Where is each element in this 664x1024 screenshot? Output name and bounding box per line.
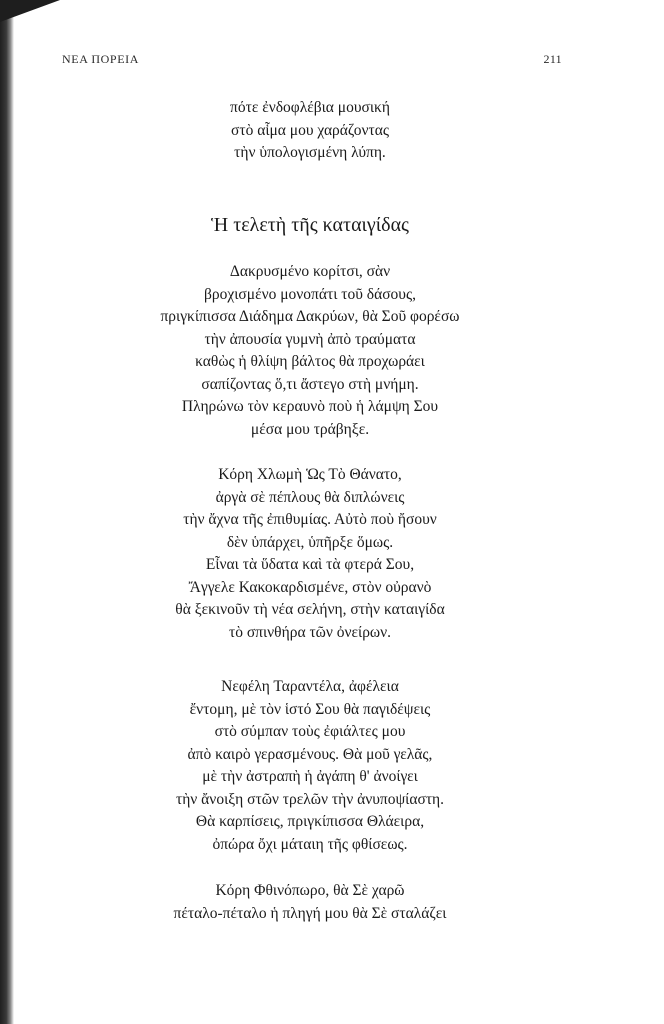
verse-line: ἀπὸ καιρὸ γερασμένους. Θὰ μοῦ γελᾶς, [187, 745, 433, 763]
verse-line: μὲ τὴν ἀστραπὴ ἡ ἀγάπη θ' ἀνοίγει [202, 768, 418, 785]
stanza-2 [100, 464, 520, 644]
verse-line: τὸ σπινθήρα τῶν ὀνείρων. [228, 623, 392, 641]
running-head [62, 52, 562, 68]
verse-line: Θὰ καρπίσεις, πριγκίπισσα Θλάειρα, [195, 813, 425, 830]
page-corner-shadow [0, 0, 60, 22]
verse-line: Δακρυσμένο κορίτσι, σὰν [229, 263, 391, 280]
opening-lines [100, 97, 520, 165]
verse-line: πριγκίπισσα Διάδημα Δακρύων, θὰ Σοῦ φορέσω [160, 308, 460, 325]
verse-line: καθὼς ἡ θλίψη βάλτος θὰ προχωράει [195, 353, 425, 370]
stanza-3 [100, 676, 520, 856]
verse-line: τὴν ἄχνα τῆς ἐπιθυμίας. Αὐτὸ ποὺ ἤσουν [183, 511, 437, 528]
verse-line: βροχισμένο μονοπάτι τοῦ δάσους, [203, 285, 416, 303]
verse-line: στὸ αἷμα μου χαράζοντας [230, 121, 390, 139]
verse-line: δὲν ὑπάρχει, ὑπῆρξε ὅμως. [226, 533, 394, 551]
verse-line: ὀπώρα ὄχι μάταιη τῆς φθίσεως. [212, 835, 408, 853]
binding-shadow [0, 0, 14, 1024]
verse-line: πότε ἐνδοφλέβια μουσική [230, 99, 390, 116]
verse-line: Κόρη Χλωμὴ Ὡς Τὸ Θάνατο, [218, 466, 402, 483]
verse-line: μέσα μου τράβηξε. [250, 420, 370, 438]
page-number: 211 [543, 52, 562, 66]
verse-line: στὸ σύμπαν τοὺς ἐφιάλτες μου [214, 723, 406, 740]
verse-line: ἀργὰ σὲ πέπλους θὰ διπλώνεις [215, 488, 405, 506]
verse-line: Κόρη Φθινόπωρο, θὰ Σὲ χαρῶ [215, 882, 405, 899]
verse-line: τὴν ἄνοιξη στῶν τρελῶν τὴν ἀνυποψίαστη. [175, 790, 445, 808]
stanza-1 [100, 261, 520, 441]
stanza-4 [100, 880, 520, 925]
verse-line: σαπίζοντας ὅ,τι ἄστεγο στὴ μνήμη. [201, 375, 419, 393]
verse-line: Νεφέλη Ταραντέλα, ἀφέλεια [221, 678, 399, 695]
verse-line: τὴν ἀπουσία γυμνὴ ἀπὸ τραύματα [204, 330, 416, 348]
running-title: ΝΕΑ ΠΟΡΕΙΑ [62, 52, 139, 66]
verse-line: Πληρώνω τὸν κεραυνὸ ποὺ ἡ λάμψη Σου [181, 398, 439, 415]
verse-line: θὰ ξεκινοῦν τὴ νέα σελήνη, στὴν καταιγίδα [175, 601, 445, 618]
poem-title: Ἡ τελετὴ τῆς καταιγίδας [211, 214, 409, 236]
verse-line: Εἶναι τὰ ὕδατα καὶ τὰ φτερά Σου, [205, 556, 415, 573]
verse-line: πέταλο-πέταλο ἡ πληγή μου θὰ Σὲ σταλάζει [173, 904, 447, 922]
verse-line: τὴν ὑπολογισμένη λύπη. [234, 144, 386, 161]
verse-line: Ἄγγελε Κακοκαρδισμένε, στὸν οὐρανὸ [188, 578, 432, 596]
verse-line: ἔντομη, μὲ τὸν ἱστό Σου θὰ παγιδέψεις [189, 700, 431, 718]
